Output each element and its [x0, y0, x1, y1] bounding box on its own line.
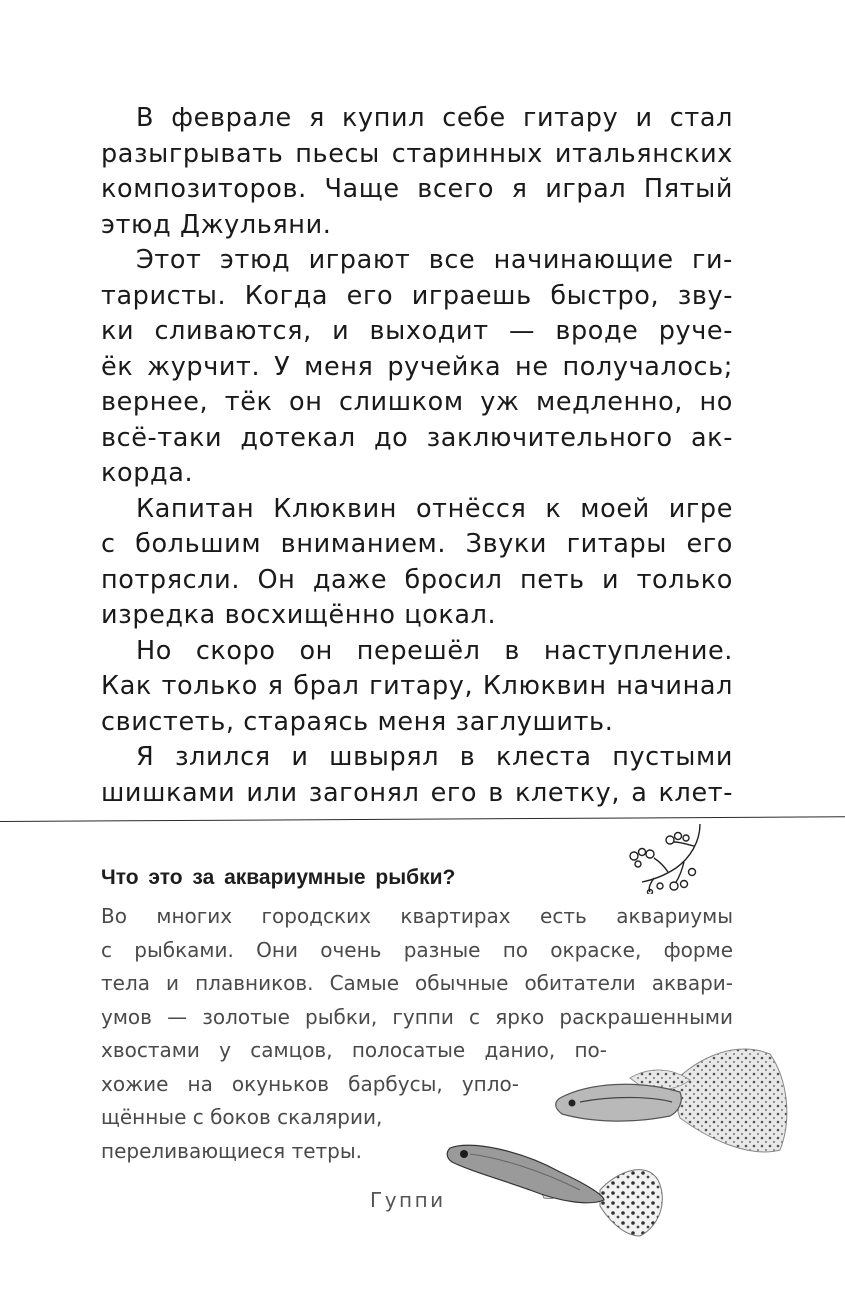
story-line: Я злился и швырял в клеста пустыми	[136, 742, 733, 772]
sidebar-line: умов — золотые рыбки, гуппи с ярко раскрашенными	[101, 1004, 733, 1029]
story-line: ки сливаются, и выходит — вроде руче-	[101, 316, 733, 346]
upper-guppy	[556, 1049, 787, 1152]
story-line: Но скоро он перешёл в наступление.	[136, 635, 733, 666]
story-line: вернее, тёк он слишком уж медленно, но	[101, 387, 733, 417]
sidebar-line: щённые с боков скалярии,	[101, 1105, 383, 1129]
illustration-caption: Гуппи	[370, 1188, 446, 1212]
story-line: свистеть, стараясь меня заглушить.	[101, 706, 614, 737]
story-line: с большим вниманием. Звуки гитары его	[101, 529, 733, 559]
story-line: этюд Джульяни.	[101, 209, 332, 240]
story-line: потрясли. Он даже бросил петь и только	[101, 564, 733, 595]
lower-guppy	[447, 1145, 662, 1236]
story-line: всё-таки дотекал до заключительного ак-	[101, 422, 733, 453]
sidebar-line: хвостами у самцов, полосатые данио, по-	[101, 1038, 607, 1062]
sidebar-line: с рыбками. Они очень разные по окраске, форме	[101, 937, 733, 962]
guppy-fish-illustration	[440, 1040, 800, 1260]
sidebar-line: тела и плавников. Самые обычные обитатели аквари-	[101, 971, 733, 995]
story-line: корда.	[101, 458, 194, 488]
sidebar-line: Во многих городских квартирах есть аквариумы	[101, 904, 733, 928]
story-line: разыгрывать пьесы старинных итальянских	[101, 138, 733, 169]
story-line: изредка восхищённо цокал.	[101, 600, 497, 630]
story-line: В феврале я купил себе гитару и стал	[136, 103, 733, 133]
story-line: ёк журчит. У меня ручейка не получалось;	[101, 351, 733, 382]
berry-branch-icon	[620, 822, 710, 894]
story-line: Капитан Клюквин отнёсся к моей игре	[136, 493, 733, 524]
story-line: шишками или загонял его в клетку, а клет-	[101, 777, 733, 808]
story-line: таристы. Когда его играешь быстро, зву-	[101, 280, 733, 311]
sidebar-line: переливающиеся тетры.	[101, 1138, 363, 1163]
section-divider	[0, 816, 845, 822]
sidebar-line: хожие на окуньков барбусы, упло-	[101, 1071, 519, 1096]
story-line: Этот этюд играют все начинающие ги-	[136, 245, 733, 275]
story-line: Как только я брал гитару, Клюквин начинал	[101, 671, 733, 701]
sidebar-title: Что это за аквариумные рыбки?	[101, 866, 456, 889]
story-line: композиторов. Чаще всего я играл Пятый	[101, 174, 733, 204]
story-text	[101, 101, 733, 811]
